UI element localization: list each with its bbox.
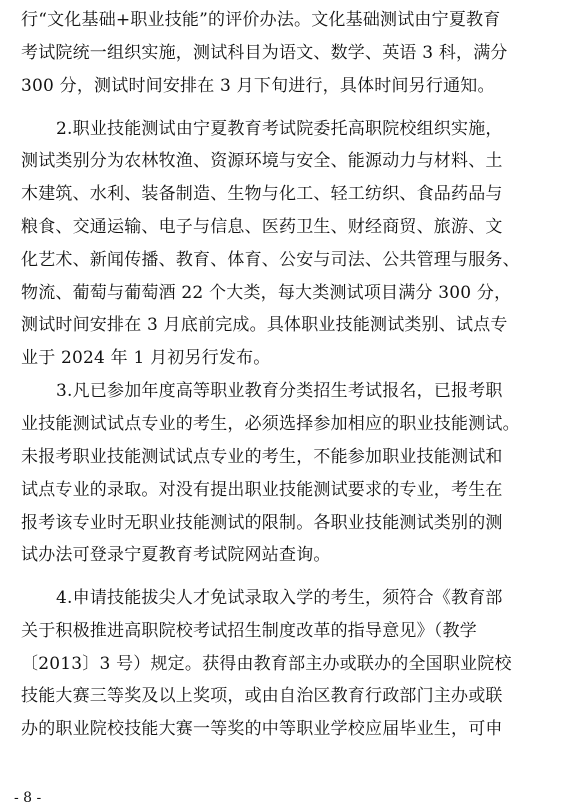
text-line: 报考该专业时无职业技能测试的限制。各职业技能测试类别的测 — [21, 513, 503, 533]
text-line: 化艺术、新闻传播、教育、体育、公安与司法、公共管理与服务、 — [21, 250, 520, 270]
paragraph-start-line: 4.申请技能拔尖人才免试录取入学的考生，须符合《教育部 — [56, 588, 503, 608]
text-line: 测试时间安排在 3 月底前完成。具体职业技能测试类别、试点专 — [21, 315, 508, 335]
text-line: 关于积极推进高职院校考试招生制度改革的指导意见》（教学 — [21, 621, 477, 641]
text-line: 办的职业院校技能大赛一等奖的中等职业学校应届毕业生，可申 — [21, 719, 503, 739]
page-number: - 8 - — [14, 790, 42, 806]
text-line: 技能大赛三等奖及以上奖项，或由自治区教育行政部门主办或联 — [21, 686, 503, 706]
text-line: 业于 2024 年 1 月初另行发布。 — [21, 348, 271, 368]
text-line: 考试院统一组织实施，测试科目为语文、数学、英语 3 科，满分 — [21, 43, 508, 63]
text-line: 粮食、交通运输、电子与信息、医药卫生、财经商贸、旅游、文 — [21, 217, 503, 237]
text-line: 未报考职业技能测试试点专业的考生，不能参加职业技能测试和 — [21, 447, 503, 467]
text-line: 试办法可登录宁夏教育考试院网站查询。 — [21, 545, 331, 565]
text-line: 物流、葡萄与葡萄酒 22 个大类，每大类测试项目满分 300 分， — [21, 283, 512, 303]
text-line: 300 分，测试时间安排在 3 月下旬进行，具体时间另行通知。 — [21, 76, 495, 96]
text-line: 试点专业的录取。对没有提出职业技能测试要求的专业，考生在 — [21, 480, 503, 500]
paragraph-start-line: 2.职业技能测试由宁夏教育考试院委托高职院校组织实施， — [56, 119, 503, 139]
paragraph-start-line: 3.凡已参加年度高等职业教育分类招生考试报名，已报考职 — [56, 381, 503, 401]
text-line: 业技能测试试点专业的考生，必须选择参加相应的职业技能测试。 — [21, 414, 520, 434]
text-line: 测试类别分为农林牧渔、资源环境与安全、能源动力与材料、土 — [21, 151, 503, 171]
text-line: 〔2013〕3 号）规定。获得由教育部主办或联办的全国职业院校 — [21, 654, 512, 674]
text-line: 木建筑、水利、装备制造、生物与化工、轻工纺织、食品药品与 — [21, 184, 503, 204]
text-line: 行“文化基础+职业技能”的评价办法。文化基础测试由宁夏教育 — [21, 10, 501, 30]
